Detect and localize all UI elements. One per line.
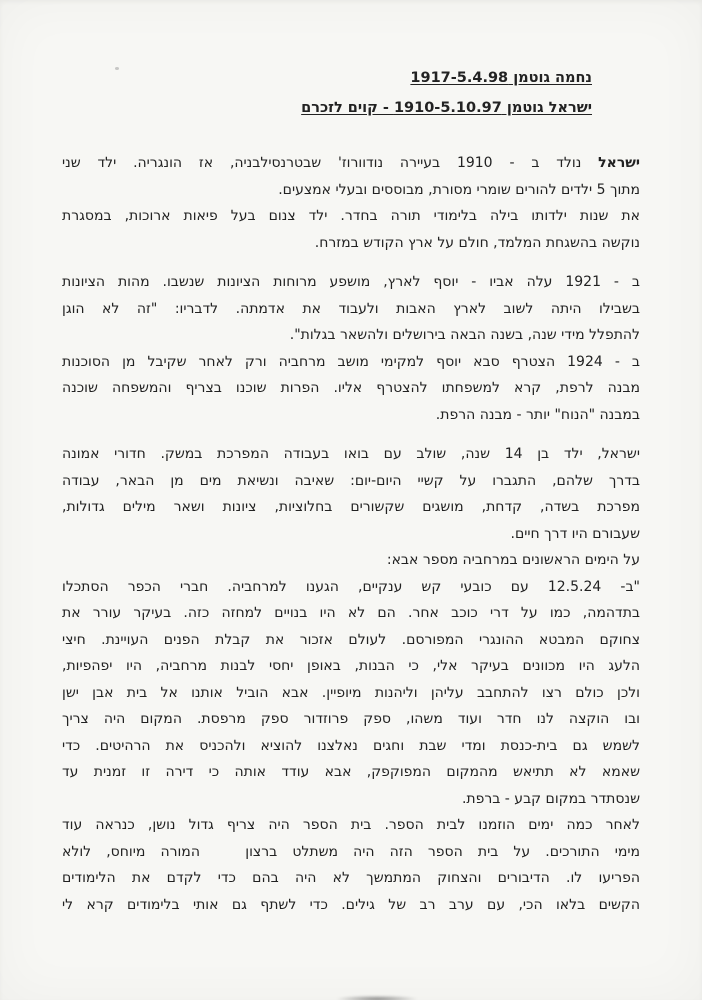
text-line <box>62 839 640 866</box>
text-line <box>62 349 640 376</box>
line-text: ב - 1924 הצטרף סבא יוסף למקימי מושב מרחביה ורק לאחר שקיבל מן הסוכנות <box>62 353 640 370</box>
paragraph <box>62 150 640 256</box>
title-line: נחמה גוטמן 1917-5.4.98 <box>410 70 592 86</box>
text-line <box>62 706 640 733</box>
scan-speck-artifact <box>115 67 119 70</box>
text-line <box>62 441 640 468</box>
text-line <box>62 375 640 402</box>
line-text: "ב- 12.5.24 עם כובעי קש ענקיים, הגענו למרחביה. חברי הכפר הסתכלו <box>62 578 640 595</box>
text-line <box>62 786 640 813</box>
line-text: הלעג היו מכוונים בעיקר אלי, כי הבנות, באופן יחסי לבנות מרחביה, היו יפהפיות, <box>62 658 640 674</box>
line-text: בשבילו היתה לשוב לארץ האבות ולעבוד את אדמתה. לדבריו: "זה לא הוגן <box>62 300 640 317</box>
line-text: נוקשה בהשגחת המלמד, חולם על ארץ הקודש במזרח. <box>314 234 640 251</box>
document-body <box>62 150 640 931</box>
text-line <box>62 680 640 707</box>
text-line <box>62 521 640 548</box>
line-text: נולד ב - 1910 בעיירה נודוורוז' שבטרנסילבניה, אז הונגריה. ילד שני <box>62 155 599 171</box>
line-text: להתפלל מידי שנה, בשנה הבאה בירושלים ולהשאר בגלות". <box>289 327 640 343</box>
text-line <box>62 733 640 760</box>
text-line <box>62 892 640 919</box>
text-line <box>62 574 640 601</box>
line-text: על הימים הראשונים במרחביה מספר אבא: <box>386 552 640 568</box>
line-text: מתוך 5 ילדים להורים שומרי מסורת, מבוססים ובעלי אמצעים. <box>278 181 640 198</box>
line-text: במבנה "הנוח" יותר - מבנה הרפת. <box>435 406 640 423</box>
paragraph <box>62 269 640 428</box>
text-line <box>62 627 640 654</box>
line-text: מפרכת בשדה, קדחת, מושגים שקשורים בחלוציות, ציונות ושאר מילים גדולות, <box>62 499 640 515</box>
text-line <box>62 812 640 839</box>
text-line <box>62 322 640 349</box>
text-line <box>62 177 640 204</box>
line-text: מבנה לרפת, קרא למשפחתו להצטרף אליו. הפרות שוכנו בצריף והמשפחה שוכנה <box>62 380 640 396</box>
scan-smudge-artifact <box>322 994 432 1000</box>
document-title <box>301 63 592 123</box>
line-text: בתדהמה, כמו על דרי כוכב אחר. הם לא היו בנויים למחזה כזה. בעיקר עורר את <box>62 605 640 621</box>
text-line <box>62 150 640 177</box>
text-line <box>62 865 640 892</box>
text-line <box>62 230 640 257</box>
bold-word: ישראל <box>598 155 640 171</box>
line-text: שאמא לא תתיאש מהמקום המפוקפק, אבא עודד אותה כי דירה זו זמנית עד <box>62 764 640 780</box>
text-line <box>62 402 640 429</box>
text-line <box>62 653 640 680</box>
line-text: ישראל, ילד בן 14 שנה, שולב עם בואו בעבודה המפרכת במשק. חדורי אמונה <box>62 446 640 462</box>
line-text: את שנות ילדותו בילה בלימודי תורה בחדר. ילד צנום בעל פיאות ארוכות, במסגרת <box>62 208 640 224</box>
line-text: מימי התורכים. על בית הספר הזה היה משתלט ברצון המורה מיוחס, לולא <box>62 843 640 860</box>
line-text: צחוקם המבטא ההונגרי המפורסם. לעולם אזכור את קבלת הפנים העויינת. חיצי <box>62 631 640 648</box>
title-line: ישראל גוטמן 1910-5.10.97 - קוים לזכרם <box>301 100 592 116</box>
text-line <box>62 759 640 786</box>
text-line <box>62 600 640 627</box>
line-text: ובו הוקצה לנו חדר ועוד משהו, ספק פרוזדור ספק מרפסת. המקום היה צריך <box>62 711 640 727</box>
line-text: הקשים בלאו הכי, עם ערב רב של גילים. כדי לשתף גם אותי בלימודים קרא לי <box>62 896 640 913</box>
text-line <box>62 468 640 495</box>
line-text: שעבורם היו דרך חיים. <box>510 525 640 542</box>
text-line <box>62 494 640 521</box>
line-text: בדרך שלהם, התגברו על קשיי היום-יום: שאיבה ונשיאת מים מן הבאר, עבודה <box>62 472 640 489</box>
paragraph <box>62 441 640 918</box>
line-text: הפריעו לו. הדיבורים והצחוק המתמשך לא היה בהם כדי לקדם את הלימודים <box>62 870 640 886</box>
text-line <box>62 296 640 323</box>
text-line <box>62 203 640 230</box>
line-text: ב - 1921 עלה אביו - יוסף לארץ, מושפע מרוחות הציונות שנשבו. מהות הציונות <box>62 274 640 290</box>
text-line <box>62 269 640 296</box>
text-line <box>62 547 640 574</box>
line-text: לשמש גם בית-כנסת ומדי שבת וחגים נאלצנו להוציא ולהכניס את הרהיטים. כדי <box>62 737 640 754</box>
line-text: לאחר כמה ימים הוזמנו לבית הספר. בית הספר היה צריף גדול נושן, כנראה עוד <box>62 817 640 833</box>
line-text: שנסתדר במקום קבע - ברפת. <box>461 790 640 807</box>
line-text: ולכן כולם רצו להתחבב עליהן וליהנות מיופיין. אבא הוביל אותנו אל בית אבן ישן <box>62 684 640 701</box>
